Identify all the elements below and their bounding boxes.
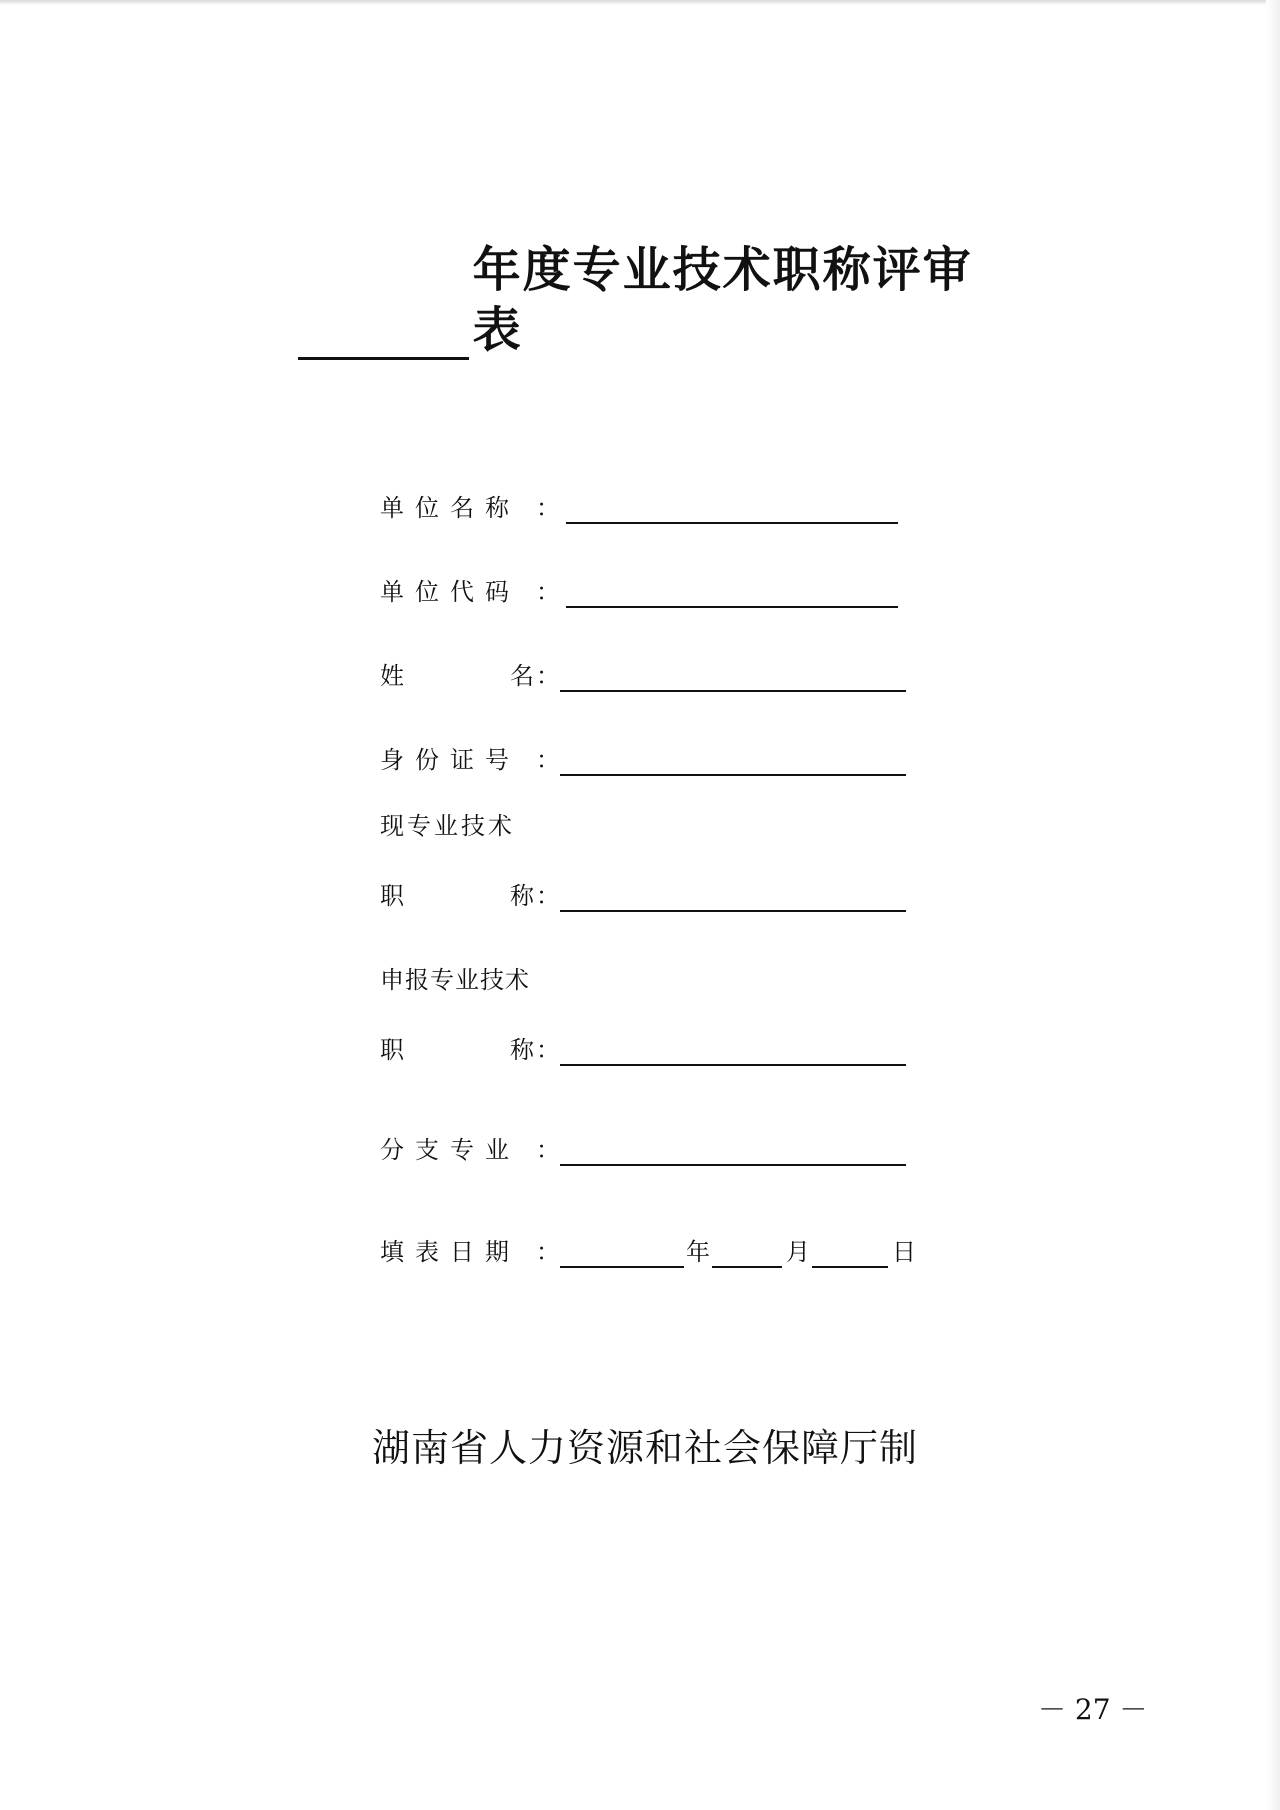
fill-date-year-blank[interactable] xyxy=(560,1266,684,1268)
id-number-colon: ： xyxy=(536,746,560,774)
branch-major-colon: ： xyxy=(536,1136,560,1164)
branch-major-label: 分支专业 xyxy=(380,1136,520,1164)
current-title-label-first: 职 xyxy=(380,882,404,910)
unit-code-colon: ： xyxy=(536,578,560,606)
name-colon: ： xyxy=(536,662,560,690)
name-blank[interactable] xyxy=(560,690,906,692)
unit-code-blank[interactable] xyxy=(566,606,898,608)
scan-edge-top xyxy=(0,0,1280,5)
id-number-blank[interactable] xyxy=(560,774,906,776)
year-blank-line xyxy=(298,307,469,360)
unit-name-colon: ： xyxy=(536,494,560,522)
unit-code-field xyxy=(0,572,1280,612)
applied-title-label-last: 称 xyxy=(510,1036,534,1064)
fill-date-colon: ： xyxy=(536,1238,560,1266)
id-number-label: 身份证号 xyxy=(380,746,520,774)
issuer-text: 湖南省人力资源和社会保障厅制 xyxy=(372,1426,919,1470)
fill-date-day-label: 日 xyxy=(892,1238,916,1266)
fill-date-month-label: 月 xyxy=(786,1238,810,1266)
unit-code-label: 单位代码 xyxy=(380,578,520,606)
applied-title-label-first: 职 xyxy=(380,1036,404,1064)
unit-name-blank[interactable] xyxy=(566,522,898,524)
applied-title-line1: 申报专业技术 xyxy=(380,966,530,994)
current-title-line1: 现专业技术 xyxy=(380,812,515,840)
unit-name-label: 单位名称 xyxy=(380,494,520,522)
id-number-field xyxy=(0,740,1280,780)
name-label-first: 姓 xyxy=(380,662,404,690)
name-field xyxy=(0,656,1280,696)
current-title-label-last: 称 xyxy=(510,882,534,910)
current-title-blank[interactable] xyxy=(560,910,906,912)
fill-date-field xyxy=(0,1232,1280,1272)
applied-title-blank[interactable] xyxy=(560,1064,906,1066)
fill-date-label: 填表日期 xyxy=(380,1238,520,1266)
current-title-colon: ： xyxy=(536,882,560,910)
branch-major-field xyxy=(0,1130,1280,1170)
fill-date-month-blank[interactable] xyxy=(712,1266,782,1268)
fill-date-year-label: 年 xyxy=(686,1238,710,1266)
page-number: － 27 － xyxy=(1038,1693,1148,1726)
applied-title-field xyxy=(0,1030,1280,1070)
form-title xyxy=(298,242,1018,360)
applied-title-colon: ： xyxy=(536,1036,560,1064)
unit-name-field xyxy=(0,488,1280,528)
current-title-field xyxy=(0,876,1280,916)
title-text: 年度专业技术职称评审表 xyxy=(472,242,973,358)
branch-major-blank[interactable] xyxy=(560,1164,906,1166)
fill-date-day-blank[interactable] xyxy=(812,1266,888,1268)
name-label-last: 名 xyxy=(510,662,534,690)
